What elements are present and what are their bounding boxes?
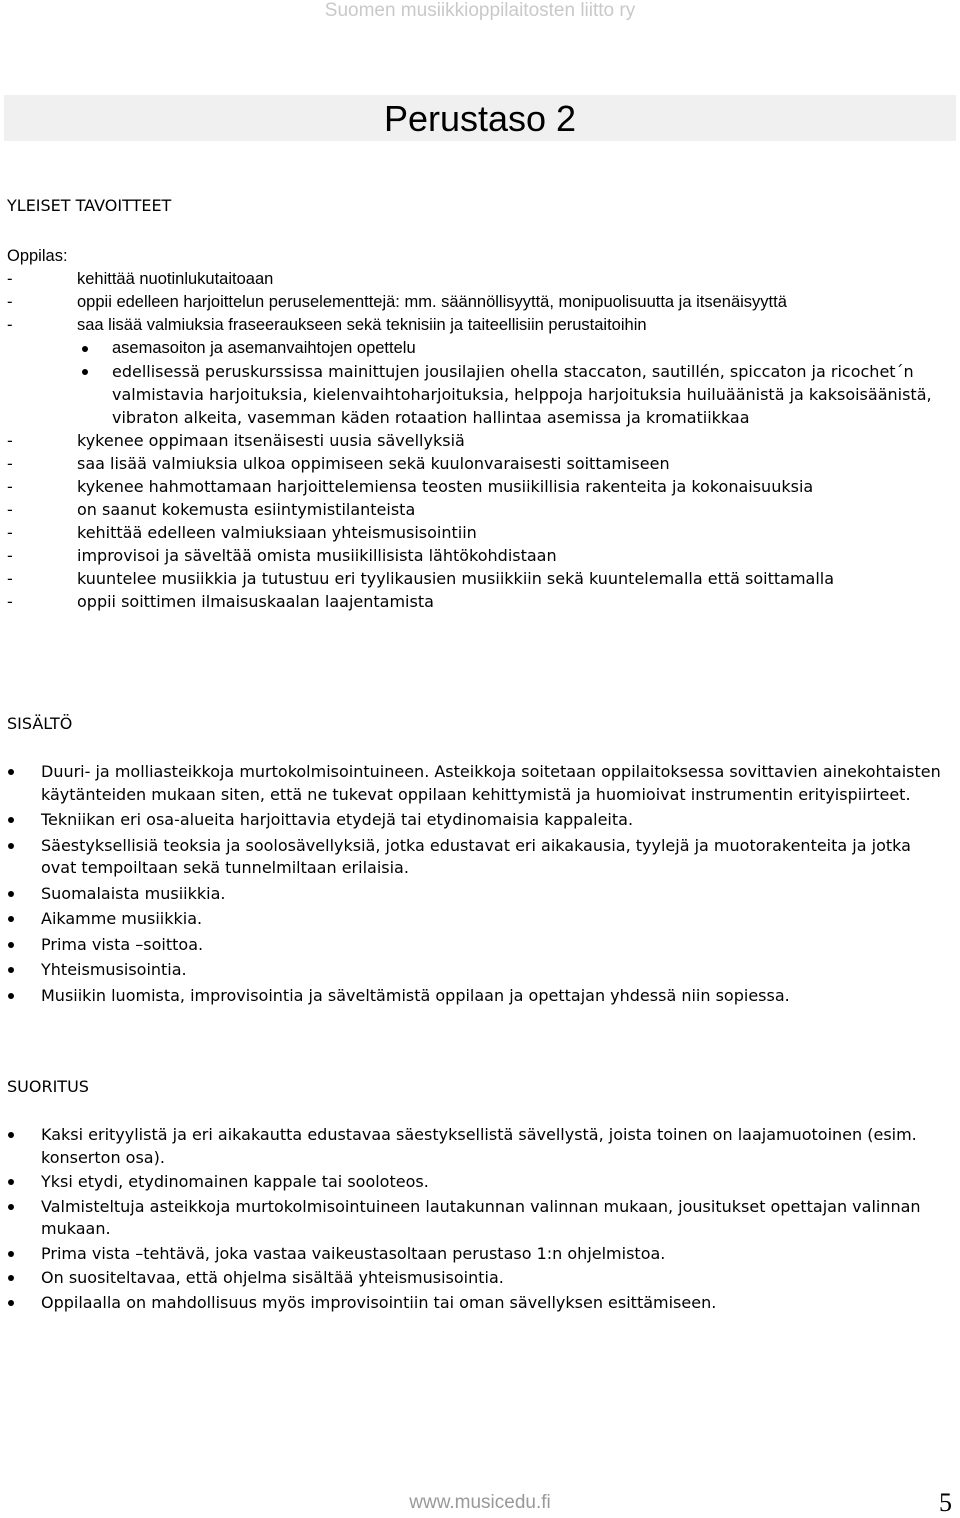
performance-item-text: On suositeltavaa, että ohjelma sisältää yhteismusisointia. [41,1268,504,1287]
bullet-icon [8,1300,14,1306]
content-item [7,835,942,880]
content-item-text: Prima vista –soittoa. [41,934,204,954]
goal-text: oppii edelleen harjoittelun peruselementtejä: mm. säännöllisyyttä, monipuolisuutta ja itsenäisyyttä [77,293,787,311]
bullet-icon [8,1179,14,1185]
bullet-icon [8,1204,14,1210]
goal-item [7,544,942,567]
bullet-icon [8,993,14,999]
goal-item [7,498,942,521]
performance-item-text: Oppilaalla on mahdollisuus myös improvisointiin tai oman sävellyksen esittämiseen. [41,1292,717,1312]
performance-item-text: Prima vista –tehtävä, joka vastaa vaikeustasoltaan perustaso 1:n ohjelmistoa. [41,1243,666,1263]
dash-mark: - [7,270,13,288]
goal-subitem [7,360,942,429]
performance-item [7,1267,942,1290]
bullet-icon [8,843,14,849]
dash-mark: - [7,477,13,496]
bullet-icon [8,1251,14,1257]
content-item-text: Tekniikan eri osa-alueita harjoittavia etydejä tai etydinomaisia kappaleita. [41,810,634,829]
content-item-text: Duuri- ja molliasteikkoja murtokolmisointuineen. Asteikkoja soitetaan oppilaitoksessa sovittavien ainekohtaisten käytänteiden mukaan siten, että ne tukevat oppilaan kehittymistä ja huomioivat instrumentin erityispiirteet. [41,762,941,804]
content-item [7,908,942,931]
performance-item [7,1292,942,1315]
dash-mark: - [7,523,13,542]
goal-text: kykenee hahmottamaan harjoittelemiensa teosten musiikillisia rakenteita ja kokonaisuuksia [77,477,814,496]
performance-item-text: Valmisteltuja asteikkoja murtokolmisointuineen lautakunnan valinnan mukaan, jousitukset opettajan valinnan mukaan. [41,1196,921,1238]
performance-item [7,1124,942,1169]
content-item [7,761,942,806]
bullet-icon [8,817,14,823]
dash-mark: - [7,500,13,519]
content-item-text: Säestyksellisiä teoksia ja soolosävellyksiä, jotka edustavat eri aikakausia, tyylejä ja muotorakenteita ja jotka ovat tempoiltaan sekä tunnelmiltaan erilaisia. [41,835,911,877]
content-item [7,809,942,832]
goal-text: kuuntelee musiikkia ja tutustuu eri tyylikausien musiikkiin sekä kuuntelemalla että soittamalla [77,569,835,588]
goal-text: oppii soittimen ilmaisuskaalan laajentamista [77,592,434,611]
content-item [7,883,942,906]
goal-item [7,590,942,613]
content-item-text: Aikamme musiikkia. [41,909,203,928]
goal-subitem-text: asemasoiton ja asemanvaihtojen opettelu [112,339,416,357]
content-item-text: Suomalaista musiikkia. [41,883,226,903]
goal-item [7,452,942,475]
performance-item-text: Kaksi erityylistä ja eri aikakautta edustavaa säestyksellistä sävellystä, joista toinen on laajamuotoinen (esim. konserton osa). [41,1125,917,1167]
goal-text: kehittää nuotinlukutaitoaan [77,270,274,288]
page-number: 5 [939,1488,952,1517]
dash-mark: - [7,316,13,334]
performance-heading: SUORITUS [7,1077,89,1096]
bullet-icon [82,369,88,375]
bullet-icon [8,1275,14,1281]
performance-item [7,1243,942,1266]
goal-item [7,291,942,314]
goal-text: improvisoi ja säveltää omista musiikillisista lähtökohdistaan [77,546,557,565]
performance-item [7,1171,942,1194]
goal-text: kehittää edelleen valmiuksiaan yhteismusisointiin [77,523,477,542]
dash-mark: - [7,592,13,611]
goals-section [7,245,942,613]
goal-text: saa lisää valmiuksia ulkoa oppimiseen sekä kuulonvaraisesti soittamiseen [77,454,670,473]
header-organization: Suomen musiikkioppilaitosten liitto ry [324,0,636,21]
bullet-icon [8,769,14,775]
performance-list [7,1124,942,1314]
goal-item [7,429,942,452]
goal-item [7,268,942,291]
goal-text: kykenee oppimaan itsenäisesti uusia sävellyksiä [77,431,465,450]
dash-mark: - [7,293,13,311]
content-heading: SISÄLTÖ [7,714,73,733]
footer-url: www.musicedu.fi [409,1492,551,1513]
page-title: Perustaso 2 [383,98,577,139]
goal-subitem [7,337,942,360]
bullet-icon [8,916,14,922]
goal-item [7,521,942,544]
content-item-text: Yhteismusisointia. [41,960,187,979]
goal-text: on saanut kokemusta esiintymistilanteista [77,500,416,519]
content-item [7,934,942,957]
content-item [7,985,942,1008]
content-item [7,959,942,982]
bullet-icon [8,891,14,897]
bullet-icon [8,967,14,973]
dash-mark: - [7,431,13,450]
performance-item [7,1196,942,1241]
dash-mark: - [7,454,13,473]
goal-item [7,475,942,498]
bullet-icon [8,1132,14,1138]
goal-item [7,567,942,590]
performance-item-text: Yksi etydi, etydinomainen kappale tai sooloteos. [41,1172,429,1191]
dash-mark: - [7,569,13,588]
goals-intro: Oppilas: [7,247,68,265]
dash-mark: - [7,546,13,565]
bullet-icon [82,346,88,352]
bullet-icon [8,942,14,948]
goal-subitem-text: edellisessä peruskurssissa mainittujen jousilajien ohella staccaton, sautillén, spiccaton ja ricochet´n valmistavia harjoituksia, kielenvaihtoharjoituksia, helppoja harjoituksia huiluäänistä ja kaksoisäänistä, vibraton alkeita, vasemman käden rotaation hallintaa asemissa ja kromatiikkaa [112,362,932,427]
goal-text: saa lisää valmiuksia fraseeraukseen sekä teknisiin ja taiteellisiin perustaitoihin [77,316,647,334]
goal-item [7,314,942,337]
content-list [7,761,942,1007]
content-item-text: Musiikin luomista, improvisointia ja säveltämistä oppilaan ja opettajan yhdessä niin sopiessa. [41,985,790,1005]
goals-heading: YLEISET TAVOITTEET [7,196,172,215]
